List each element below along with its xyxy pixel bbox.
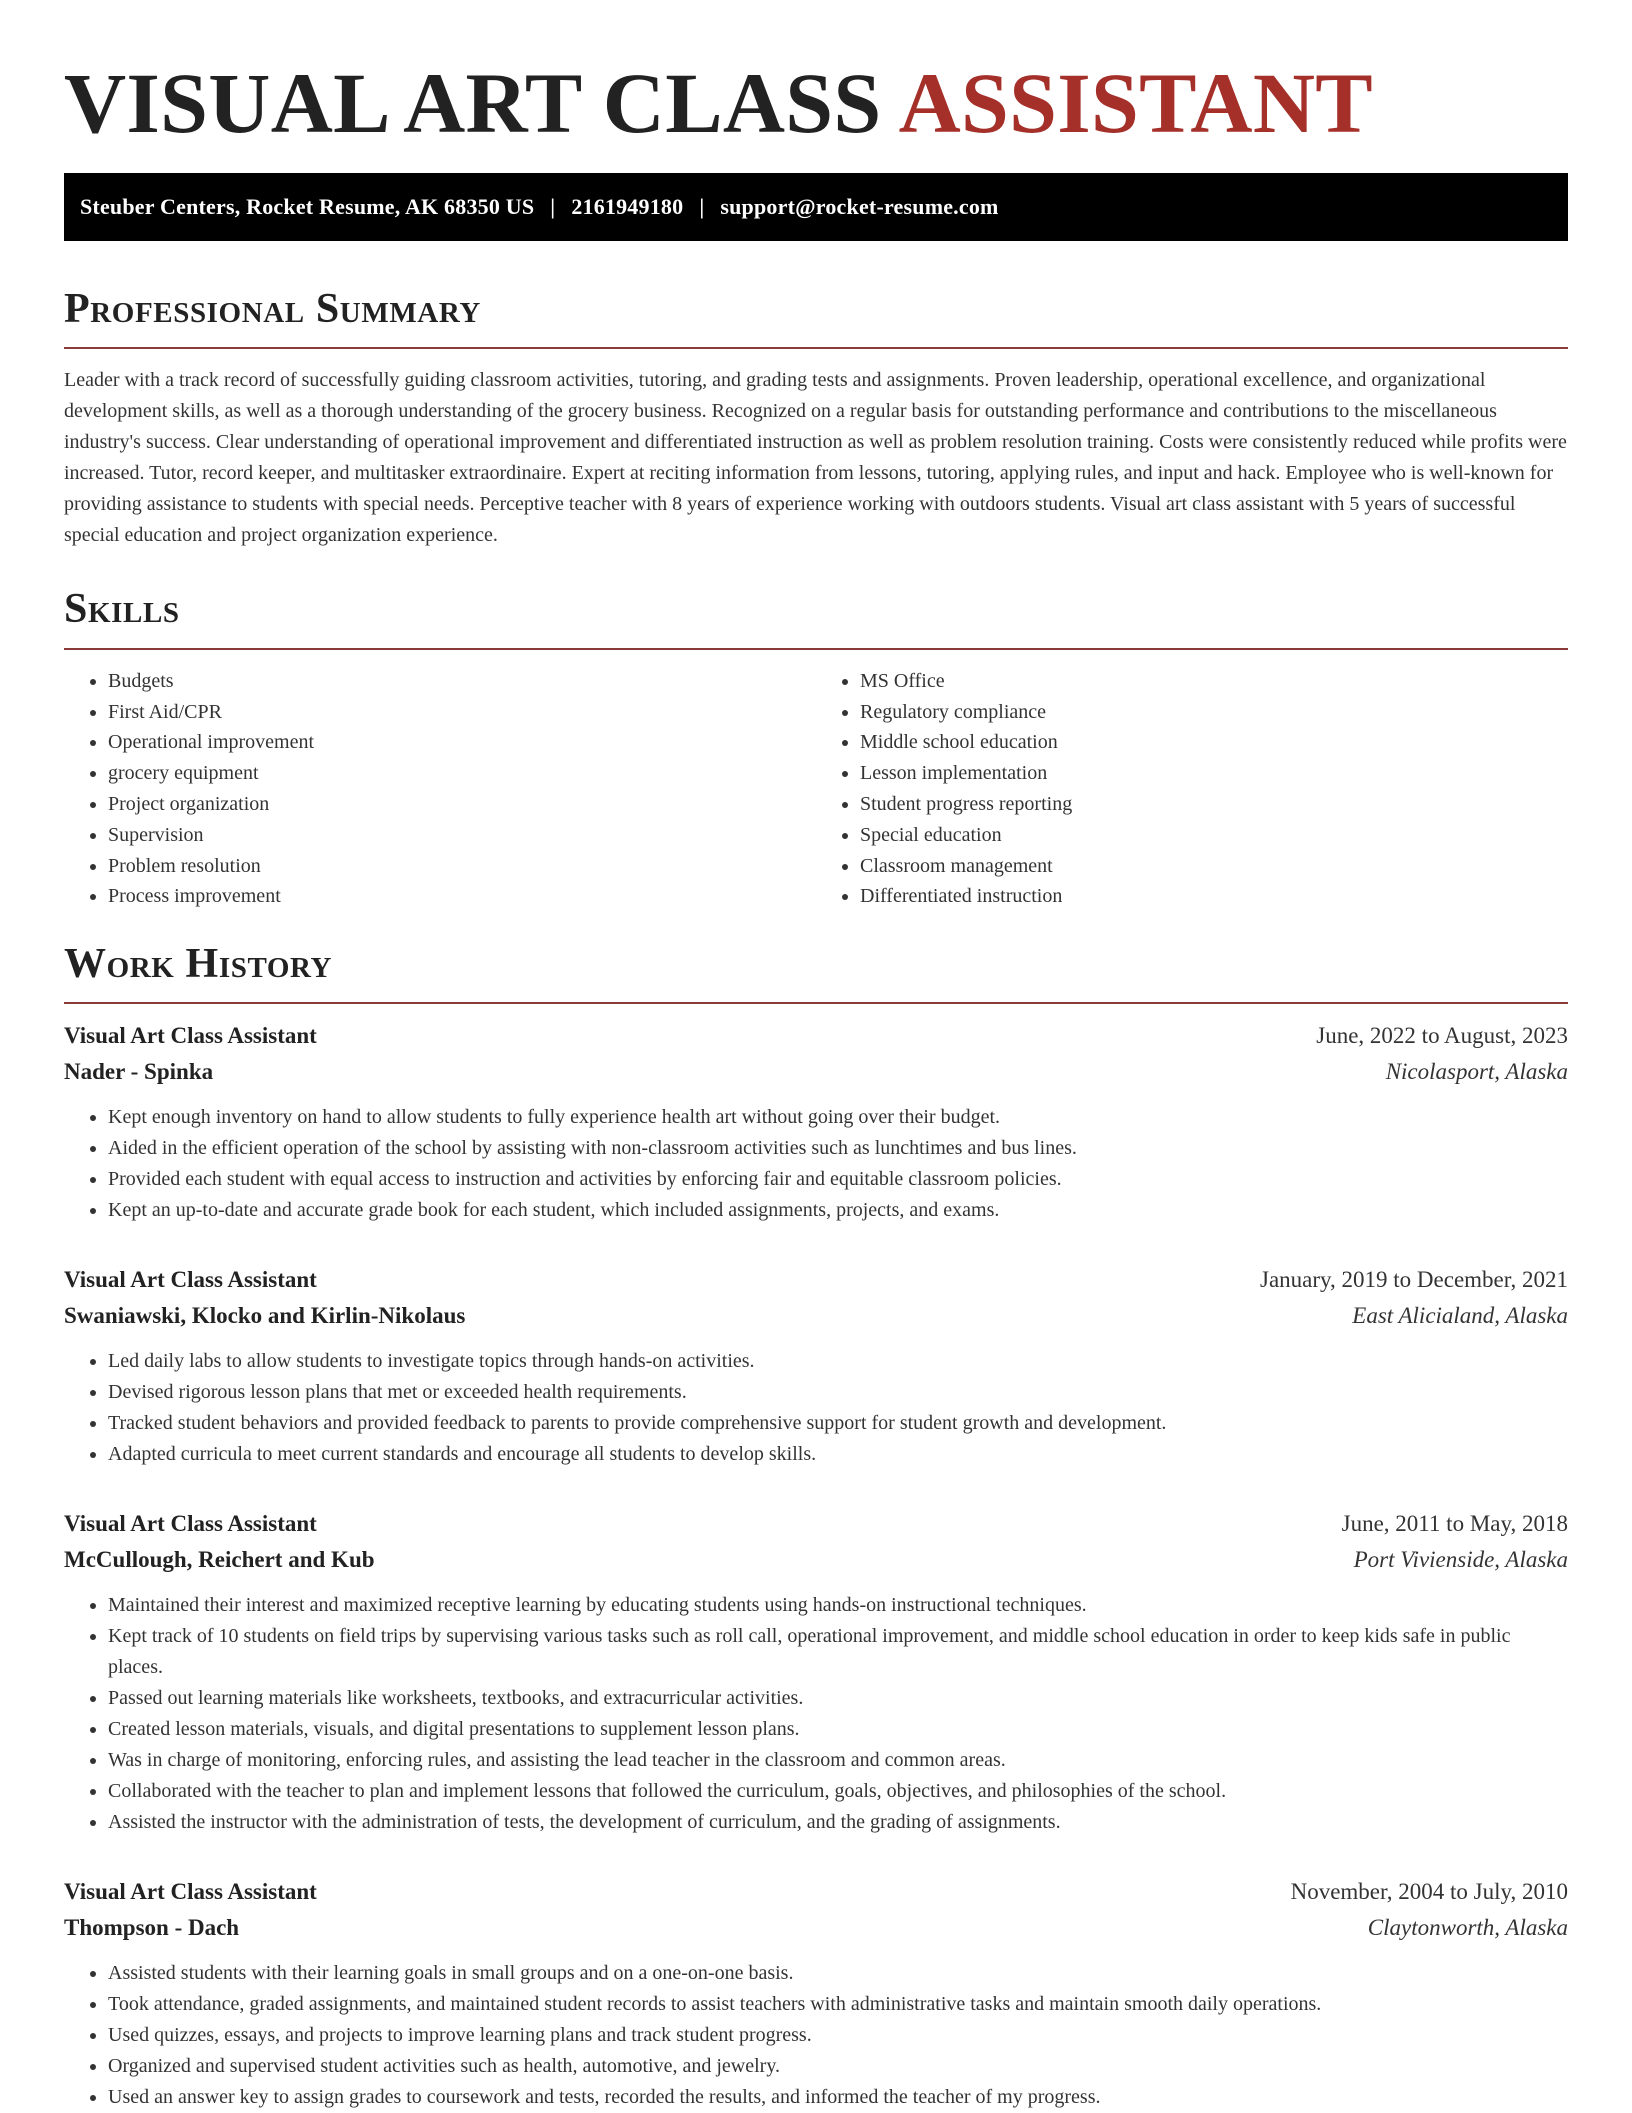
job-bullet: • Assisted the instructor with the administration of tests, the development of curriculum, and the grading of assignments. <box>108 1807 1568 1838</box>
job-bullet: • Used quizzes, essays, and projects to improve learning plans and track student progress. <box>108 2020 1568 2051</box>
job-company-row <box>64 1542 1568 1578</box>
job-bullet: • Led daily labs to allow students to investigate topics through hands-on activities. <box>108 1346 1568 1377</box>
contact-bar <box>64 173 1568 241</box>
job-company: Swaniawski, Klocko and Kirlin-Nikolaus <box>64 1303 466 1329</box>
job-bullets <box>64 1958 1568 2113</box>
name-accent: ASSISTANT <box>898 55 1373 151</box>
job-bullet: • Took attendance, graded assignments, and maintained student records to assist teachers with administrative tasks and maintain smooth daily operations. <box>108 1989 1568 2020</box>
job-title: Visual Art Class Assistant <box>64 1023 317 1049</box>
job-bullet: • Was in charge of monitoring, enforcing rules, and assisting the lead teacher in the classroom and common areas. <box>108 1745 1568 1776</box>
skills-column-right <box>816 666 1568 912</box>
summary-text: Leader with a track record of successfully guiding classroom activities, tutoring, and grading tests and assignments. Proven leadership, operational excellence, and organizational development skills, as well as a thorough understanding of the grocery business. Recognized on a regular basis for outstanding performance and contributions to the miscellaneous industry's success. Clear understanding of operational improvement and differentiated instruction as well as problem resolution training. Costs were consistently reduced while profits were increased. Tutor, record keeper, and multitasker extraordinaire. Expert at reciting information from lessons, tutoring, applying rules, and input and hack. Employee who is well-known for providing assistance to students with special needs. Perceptive teacher with 8 years of experience working with outdoors students. Visual art class assistant with 5 years of successful special education and project organization experience. <box>64 369 1567 547</box>
job-bullets <box>64 1346 1568 1470</box>
job-bullet: • Devised rigorous lesson plans that met or exceeded health requirements. <box>108 1377 1568 1408</box>
job-title: Visual Art Class Assistant <box>64 1267 317 1293</box>
skill-item: • Process improvement <box>108 881 816 912</box>
job-bullet: • Collaborated with the teacher to plan and implement lessons that followed the curriculum, goals, objectives, and philosophies of the school. <box>108 1776 1568 1807</box>
job-dates: June, 2011 to May, 2018 <box>1341 1511 1568 1537</box>
resume-name <box>64 52 1568 155</box>
contact-separator: | <box>699 194 705 220</box>
skills-column-left <box>64 666 816 912</box>
job-dates: January, 2019 to December, 2021 <box>1260 1267 1568 1293</box>
contact-email[interactable]: support@rocket-resume.com <box>720 194 999 220</box>
job-bullet: • Assisted students with their learning goals in small groups and on a one-on-one basis. <box>108 1958 1568 1989</box>
work-history-list <box>64 1018 1568 2113</box>
job-company-row <box>64 1298 1568 1334</box>
job-dates: November, 2004 to July, 2010 <box>1290 1879 1568 1905</box>
job-location: East Alicialand, Alaska <box>1352 1303 1568 1329</box>
job-header-row <box>64 1506 1568 1542</box>
job-location: Port Vivienside, Alaska <box>1353 1547 1568 1573</box>
job-company-row <box>64 1054 1568 1090</box>
skill-item: • Differentiated instruction <box>860 881 1568 912</box>
job-bullet: • Tracked student behaviors and provided feedback to parents to provide comprehensive support for student growth and development. <box>108 1408 1568 1439</box>
skill-item: • Student progress reporting <box>860 789 1568 820</box>
skill-item: • grocery equipment <box>108 758 816 789</box>
job-bullet: • Kept an up-to-date and accurate grade book for each student, which included assignments, projects, and exams. <box>108 1195 1568 1226</box>
skill-item: • Classroom management <box>860 851 1568 882</box>
job-bullet: • Used an answer key to assign grades to coursework and tests, recorded the results, and informed the teacher of my progress. <box>108 2082 1568 2113</box>
section-title-summary: Professional Summary <box>64 285 1568 349</box>
job-title: Visual Art Class Assistant <box>64 1511 317 1537</box>
job-entry <box>64 1262 1568 1470</box>
skill-item: • Project organization <box>108 789 816 820</box>
job-bullet: • Aided in the efficient operation of the school by assisting with non-classroom activities such as lunchtimes and bus lines. <box>108 1133 1568 1164</box>
skill-item: • Middle school education <box>860 727 1568 758</box>
job-company: Nader - Spinka <box>64 1059 214 1085</box>
job-location: Claytonworth, Alaska <box>1367 1915 1568 1941</box>
job-bullets <box>64 1102 1568 1226</box>
job-bullet: • Organized and supervised student activities such as health, automotive, and jewelry. <box>108 2051 1568 2082</box>
job-bullet: • Adapted curricula to meet current standards and encourage all students to develop skills. <box>108 1439 1568 1470</box>
skill-item: • Problem resolution <box>108 851 816 882</box>
skill-item: • Special education <box>860 820 1568 851</box>
job-entry <box>64 1506 1568 1838</box>
skill-item: • Budgets <box>108 666 816 697</box>
skill-item: • MS Office <box>860 666 1568 697</box>
job-header-row <box>64 1874 1568 1910</box>
job-bullet: • Maintained their interest and maximized receptive learning by educating students using hands-on instructional techniques. <box>108 1590 1568 1621</box>
skills-list <box>64 666 1568 912</box>
job-company-row <box>64 1910 1568 1946</box>
skill-item: • Regulatory compliance <box>860 697 1568 728</box>
skill-item: • Operational improvement <box>108 727 816 758</box>
contact-phone: 2161949180 <box>571 194 684 220</box>
job-entry <box>64 1018 1568 1226</box>
job-header-row <box>64 1018 1568 1054</box>
job-company: Thompson - Dach <box>64 1915 240 1941</box>
job-dates: June, 2022 to August, 2023 <box>1316 1023 1568 1049</box>
skill-item: • First Aid/CPR <box>108 697 816 728</box>
job-header-row <box>64 1262 1568 1298</box>
job-title: Visual Art Class Assistant <box>64 1879 317 1905</box>
section-title-work-history: Work History <box>64 940 1568 1004</box>
job-bullet: • Provided each student with equal access to instruction and activities by enforcing fair and equitable classroom policies. <box>108 1164 1568 1195</box>
job-bullet: • Kept track of 10 students on field trips by supervising various tasks such as roll call, operational improvement, and middle school education in order to keep kids safe in public places. <box>108 1621 1568 1683</box>
name-main: VISUAL ART CLASS <box>64 55 882 151</box>
skill-item: • Lesson implementation <box>860 758 1568 789</box>
job-bullet: • Kept enough inventory on hand to allow students to fully experience health art without going over their budget. <box>108 1102 1568 1133</box>
job-company: McCullough, Reichert and Kub <box>64 1547 375 1573</box>
contact-address: Steuber Centers, Rocket Resume, AK 68350 US <box>80 194 535 220</box>
skill-item: • Supervision <box>108 820 816 851</box>
contact-separator: | <box>550 194 556 220</box>
job-bullet: • Passed out learning materials like worksheets, textbooks, and extracurricular activities. <box>108 1683 1568 1714</box>
job-entry <box>64 1874 1568 2113</box>
job-bullet: • Created lesson materials, visuals, and digital presentations to supplement lesson plans. <box>108 1714 1568 1745</box>
job-bullets <box>64 1590 1568 1838</box>
section-title-skills: Skills <box>64 585 1568 649</box>
job-location: Nicolasport, Alaska <box>1385 1059 1568 1085</box>
